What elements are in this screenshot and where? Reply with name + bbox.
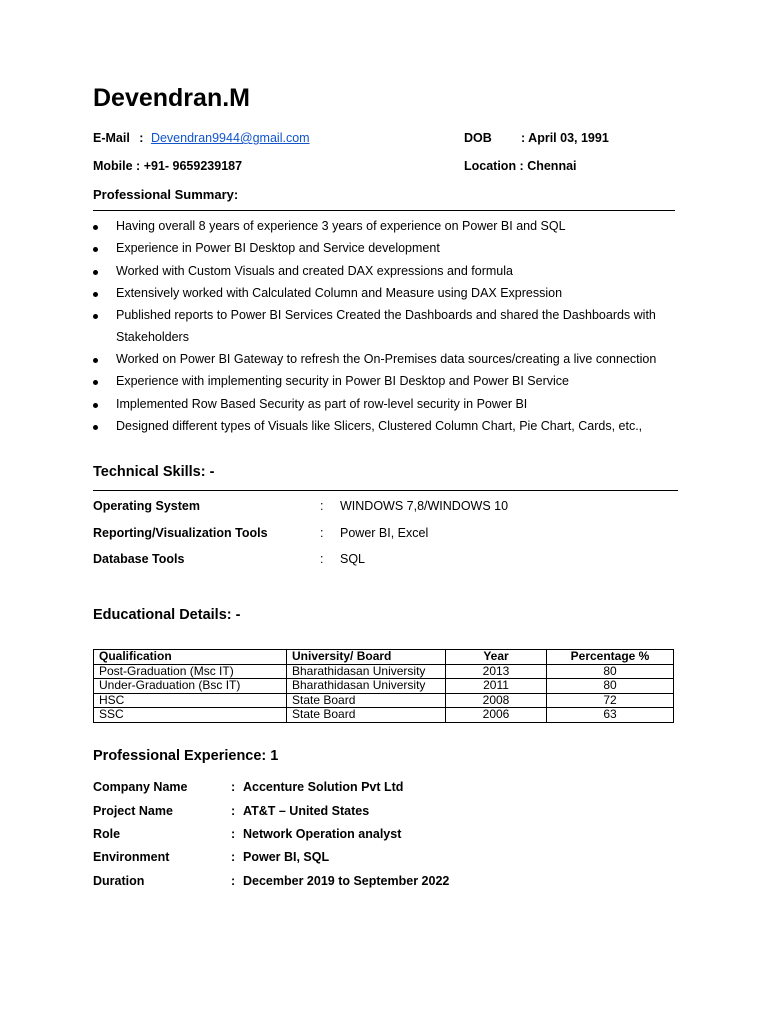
table-row xyxy=(94,693,674,708)
bullet-icon xyxy=(93,403,98,408)
column-header-qualification: Qualification xyxy=(94,650,287,665)
qualification-cell: Post-Graduation (Msc IT) xyxy=(94,664,287,679)
location-row: Location : Chennai xyxy=(464,159,577,173)
candidate-name: Devendran.M xyxy=(93,84,250,112)
summary-item-text: Published reports to Power BI Services Created the Dashboards and shared the Dashboards with Stakeholders xyxy=(116,308,656,344)
university-cell: State Board xyxy=(287,693,446,708)
experience-key: Role xyxy=(93,827,121,841)
qualification-cell: Under-Graduation (Bsc IT) xyxy=(94,679,287,694)
experience-key: Project Name xyxy=(93,804,173,818)
percentage-cell: 80 xyxy=(547,664,674,679)
experience-key: Company Name xyxy=(93,780,188,794)
qualification-cell: HSC xyxy=(94,693,287,708)
summary-item-text: Worked with Custom Visuals and created DAX expressions and formula xyxy=(116,263,513,278)
skill-value: Power BI, Excel xyxy=(340,526,429,540)
percentage-cell: 80 xyxy=(547,679,674,694)
skills-divider xyxy=(93,490,678,491)
bullet-icon xyxy=(93,358,98,363)
experience-separator: : xyxy=(231,874,236,888)
dob-row xyxy=(464,131,609,145)
university-cell: Bharathidasan University xyxy=(287,664,446,679)
table-row xyxy=(94,708,674,723)
dob-value: : April 03, 1991 xyxy=(521,131,609,145)
column-header-year: Year xyxy=(446,650,547,665)
table-row xyxy=(94,679,674,694)
education-table xyxy=(93,649,674,723)
table-row xyxy=(94,664,674,679)
experience-key: Duration xyxy=(93,874,145,888)
year-cell: 2013 xyxy=(446,664,547,679)
bullet-icon xyxy=(93,270,98,275)
university-cell: State Board xyxy=(287,708,446,723)
experience-separator: : xyxy=(231,804,236,818)
summary-item xyxy=(93,261,683,283)
skill-separator: : xyxy=(320,552,324,566)
education-header-row xyxy=(94,650,674,665)
summary-item-text: Extensively worked with Calculated Column and Measure using DAX Expression xyxy=(116,285,563,300)
summary-list xyxy=(93,216,683,438)
skill-key: Database Tools xyxy=(93,552,185,566)
bullet-icon xyxy=(93,425,98,430)
experience-value: Accenture Solution Pvt Ltd xyxy=(243,780,404,794)
experience-separator: : xyxy=(231,780,236,794)
email-row xyxy=(93,131,310,145)
summary-item xyxy=(93,216,683,238)
summary-item xyxy=(93,416,683,438)
summary-item-text: Experience with implementing security in Power BI Desktop and Power BI Service xyxy=(116,374,569,389)
experience-value: Network Operation analyst xyxy=(243,827,402,841)
summary-item xyxy=(93,349,683,371)
summary-heading: Professional Summary: xyxy=(93,187,239,202)
summary-item-text: Implemented Row Based Security as part of row-level security in Power BI xyxy=(116,396,528,411)
skill-separator: : xyxy=(320,499,324,513)
bullet-icon xyxy=(93,380,98,385)
summary-divider xyxy=(93,210,675,211)
skill-key: Operating System xyxy=(93,499,200,513)
bullet-icon xyxy=(93,225,98,230)
bullet-icon xyxy=(93,314,98,319)
email-separator: : xyxy=(139,131,144,145)
experience-separator: : xyxy=(231,827,236,841)
bullet-icon xyxy=(93,247,98,252)
percentage-cell: 63 xyxy=(547,708,674,723)
summary-item-text: Designed different types of Visuals like Slicers, Clustered Column Chart, Pie Chart, Cards, etc., xyxy=(116,418,643,433)
skill-value: WINDOWS 7,8/WINDOWS 10 xyxy=(340,499,509,513)
column-header-university: University/ Board xyxy=(287,650,446,665)
experience-heading: Professional Experience: 1 xyxy=(93,748,279,764)
summary-item-text: Having overall 8 years of experience 3 years of experience on Power BI and SQL xyxy=(116,219,566,233)
qualification-cell: SSC xyxy=(94,708,287,723)
summary-item xyxy=(93,238,683,260)
column-header-percentage: Percentage % xyxy=(547,650,674,665)
education-heading: Educational Details: - xyxy=(93,607,241,623)
experience-value: December 2019 to September 2022 xyxy=(243,874,450,888)
experience-value: Power BI, SQL xyxy=(243,850,330,864)
skills-heading: Technical Skills: - xyxy=(93,464,215,480)
university-cell: Bharathidasan University xyxy=(287,679,446,694)
summary-item xyxy=(93,394,683,416)
skill-value: SQL xyxy=(340,552,366,566)
experience-separator: : xyxy=(231,850,236,864)
summary-item-text: Worked on Power BI Gateway to refresh the On-Premises data sources/creating a live connection xyxy=(116,351,657,366)
mobile-row: Mobile : +91- 9659239187 xyxy=(93,159,243,173)
summary-item xyxy=(93,305,683,348)
summary-item xyxy=(93,371,683,393)
experience-key: Environment xyxy=(93,850,170,864)
summary-item-text: Experience in Power BI Desktop and Service development xyxy=(116,241,440,256)
bullet-icon xyxy=(93,292,98,297)
year-cell: 2008 xyxy=(446,693,547,708)
summary-item xyxy=(93,283,683,305)
skill-separator: : xyxy=(320,526,324,540)
skill-key: Reporting/Visualization Tools xyxy=(93,526,268,540)
experience-value: AT&T – United States xyxy=(243,804,370,818)
email-label: E-Mail xyxy=(93,131,130,145)
dob-label: DOB xyxy=(464,131,492,145)
percentage-cell: 72 xyxy=(547,693,674,708)
year-cell: 2006 xyxy=(446,708,547,723)
email-link[interactable]: Devendran9944@gmail.com xyxy=(150,131,310,145)
year-cell: 2011 xyxy=(446,679,547,694)
